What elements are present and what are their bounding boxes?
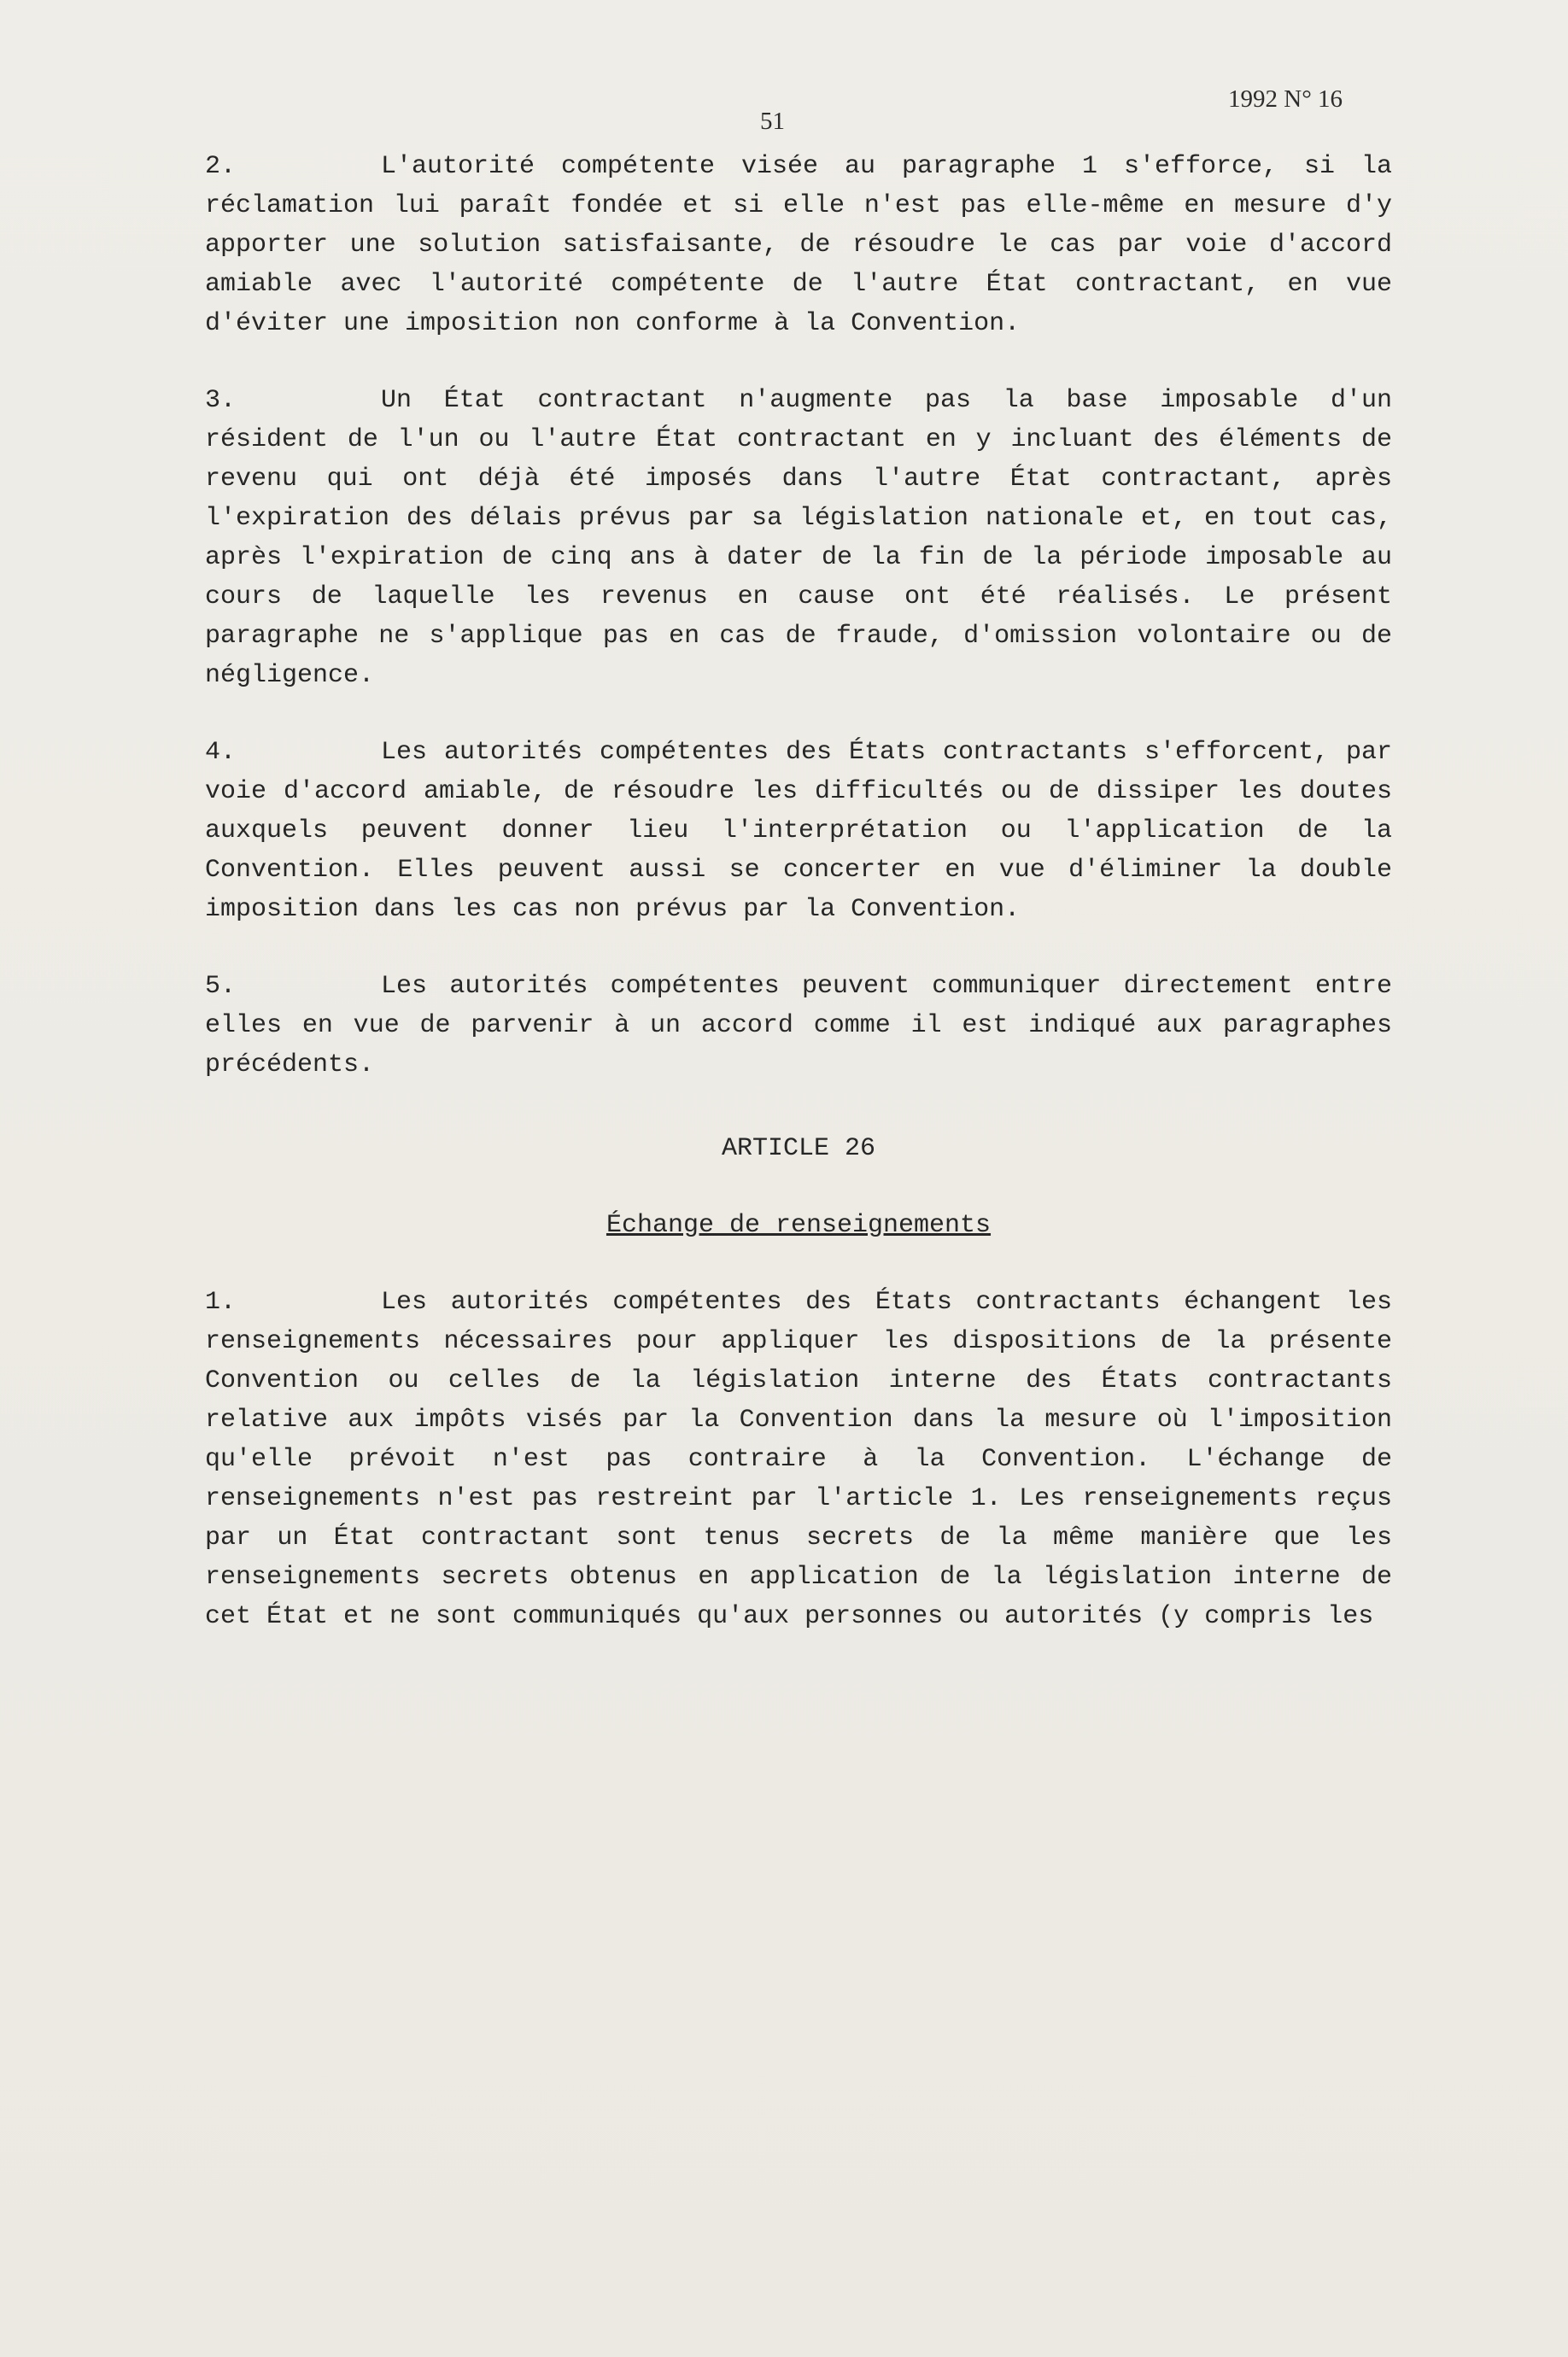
paragraph-number: 3.	[205, 386, 237, 415]
paragraph-2	[205, 147, 1392, 343]
paragraph-number: 5.	[205, 972, 237, 1001]
paragraph-number: 1.	[205, 1288, 237, 1317]
paragraph-5	[205, 967, 1392, 1085]
paragraph-text: Les autorités compétentes des États contractants échangent les renseignements nécessaires pour appliquer les dispositions de la présente Convention ou celles de la législation interne des États contractants relative aux impôts visés par la Convention dans la mesure où l'imposition qu'elle prévoit n'est pas contraire à la Convention. L'échange de renseignements n'est pas restreint par l'article 1. Les renseignements reçus par un État contractant sont tenus secrets de la même manière que les renseignements secrets obtenus en application de la législation interne de cet État et ne sont communiqués qu'aux personnes ou autorités (y compris les	[205, 1288, 1392, 1631]
page-number: 51	[760, 108, 785, 135]
paragraph-number: 4.	[205, 738, 237, 767]
document-body	[205, 147, 1392, 1674]
article-subtitle: Échange de renseignements	[606, 1211, 992, 1240]
page-header	[0, 85, 1568, 135]
paragraph-text: Les autorités compétentes des États contractants s'efforcent, par voie d'accord amiable, de résoudre les difficultés ou de dissiper les doutes auxquels peuvent donner lieu l'interprétation ou l'application de la Convention. Elles peuvent aussi se concerter en vue d'éliminer la double imposition dans les cas non prévus par la Convention.	[205, 738, 1392, 924]
paragraph-text: L'autorité compétente visée au paragraphe 1 s'efforce, si la réclamation lui paraît fondée et si elle n'est pas elle-même en mesure d'y apporter une solution satisfaisante, de résoudre le cas par voie d'accord amiable avec l'autorité compétente de l'autre État contractant, en vue d'éviter une imposition non conforme à la Convention.	[205, 152, 1392, 338]
paragraph-3	[205, 381, 1392, 695]
document-reference: 1992 N° 16	[1228, 85, 1343, 113]
paragraph-text: Un État contractant n'augmente pas la base imposable d'un résident de l'un ou l'autre État contractant en y incluant des éléments de revenu qui ont déjà été imposés dans l'autre État contractant, après l'expiration des délais prévus par sa législation nationale et, en tout cas, après l'expiration de cinq ans à dater de la fin de la période imposable au cours de laquelle les revenus en cause ont été réalisés. Le présent paragraphe ne s'applique pas en cas de fraude, d'omission volontaire ou de négligence.	[205, 386, 1392, 690]
article-heading: ARTICLE 26	[721, 1134, 876, 1163]
article-26-paragraph-1	[205, 1283, 1392, 1636]
paragraph-number: 2.	[205, 152, 237, 181]
paragraph-4	[205, 733, 1392, 929]
paragraph-text: Les autorités compétentes peuvent communiquer directement entre elles en vue de parvenir à un accord comme il est indiqué aux paragraphes précédents.	[205, 972, 1392, 1079]
